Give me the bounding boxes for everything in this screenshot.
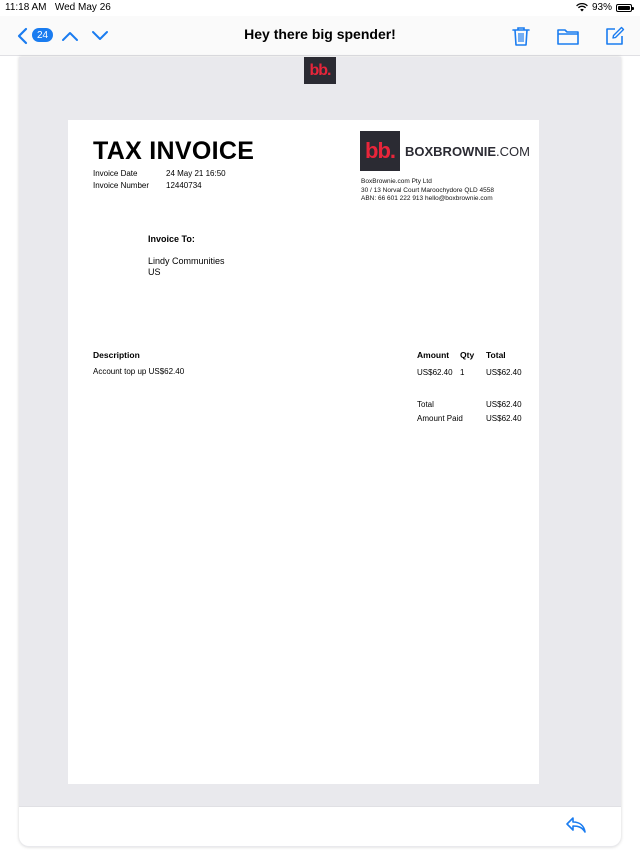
column-qty-header: Qty <box>460 350 475 360</box>
invoice-number-value: 12440734 <box>166 181 202 190</box>
battery-percent: 93% <box>591 2 612 13</box>
bill-to-name: Lindy Communities <box>148 256 225 266</box>
company-line-2: 30 / 13 Norval Court Maroochydore QLD 4558 <box>361 186 494 194</box>
summary-total-value: US$62.40 <box>486 400 522 409</box>
boxbrownie-logo: bb. <box>360 131 400 171</box>
summary-paid-value: US$62.40 <box>486 414 522 423</box>
line-item-qty: 1 <box>460 368 465 377</box>
line-item-total: US$62.40 <box>486 368 522 377</box>
line-item-amount: US$62.40 <box>417 368 453 377</box>
email-body <box>19 57 621 847</box>
invoice-meta <box>93 168 226 192</box>
brand-name <box>405 144 530 159</box>
company-line-1: BoxBrownie.com Pty Ltd <box>361 178 432 185</box>
column-amount-header: Amount <box>417 350 450 360</box>
battery-icon <box>616 4 632 12</box>
move-to-folder-button[interactable] <box>556 24 580 48</box>
invoice-date-value: 24 May 21 16:50 <box>166 169 226 178</box>
unread-count-badge[interactable]: 24 <box>32 28 53 42</box>
brand-name-bold: BOXBROWNIE <box>405 143 496 159</box>
summary-total-label: Total <box>417 400 434 409</box>
reply-button[interactable] <box>565 815 587 837</box>
bill-to-country: US <box>148 267 161 277</box>
status-time-text: 11:18 AM <box>5 2 47 13</box>
status-right <box>576 2 632 13</box>
company-line-3: ABN: 66 601 222 913 hello@boxbrownie.com <box>361 195 493 202</box>
compose-icon <box>605 26 625 46</box>
trash-icon <box>512 26 530 46</box>
status-bar <box>0 0 640 16</box>
email-subject: Hey there big spender! <box>244 26 396 42</box>
brand-name-suffix: .COM <box>496 143 530 159</box>
bill-to-block <box>148 234 225 278</box>
trash-button[interactable] <box>509 24 533 48</box>
folder-icon <box>557 27 579 45</box>
status-date: Wed May 26 <box>54 2 111 13</box>
reply-icon <box>565 815 587 835</box>
mail-nav-bar <box>0 16 640 56</box>
wifi-icon <box>576 3 588 12</box>
brand-block <box>360 131 530 171</box>
line-item-description: Account top up US$62.40 <box>93 367 185 376</box>
status-time <box>5 2 111 13</box>
invoice-title: TAX INVOICE <box>93 137 255 165</box>
column-total-header: Total <box>486 350 506 360</box>
invoice-date-label: Invoice Date <box>93 169 138 178</box>
bill-to-heading: Invoice To: <box>148 234 195 244</box>
company-details <box>361 178 494 204</box>
compose-button[interactable] <box>603 24 627 48</box>
invoice-number-label: Invoice Number <box>93 181 150 190</box>
summary-paid-label: Amount Paid <box>417 414 463 423</box>
column-description-header: Description <box>93 350 140 360</box>
boxbrownie-header-logo: bb. <box>304 57 336 84</box>
bottom-toolbar <box>19 806 621 846</box>
invoice-document <box>68 120 539 784</box>
